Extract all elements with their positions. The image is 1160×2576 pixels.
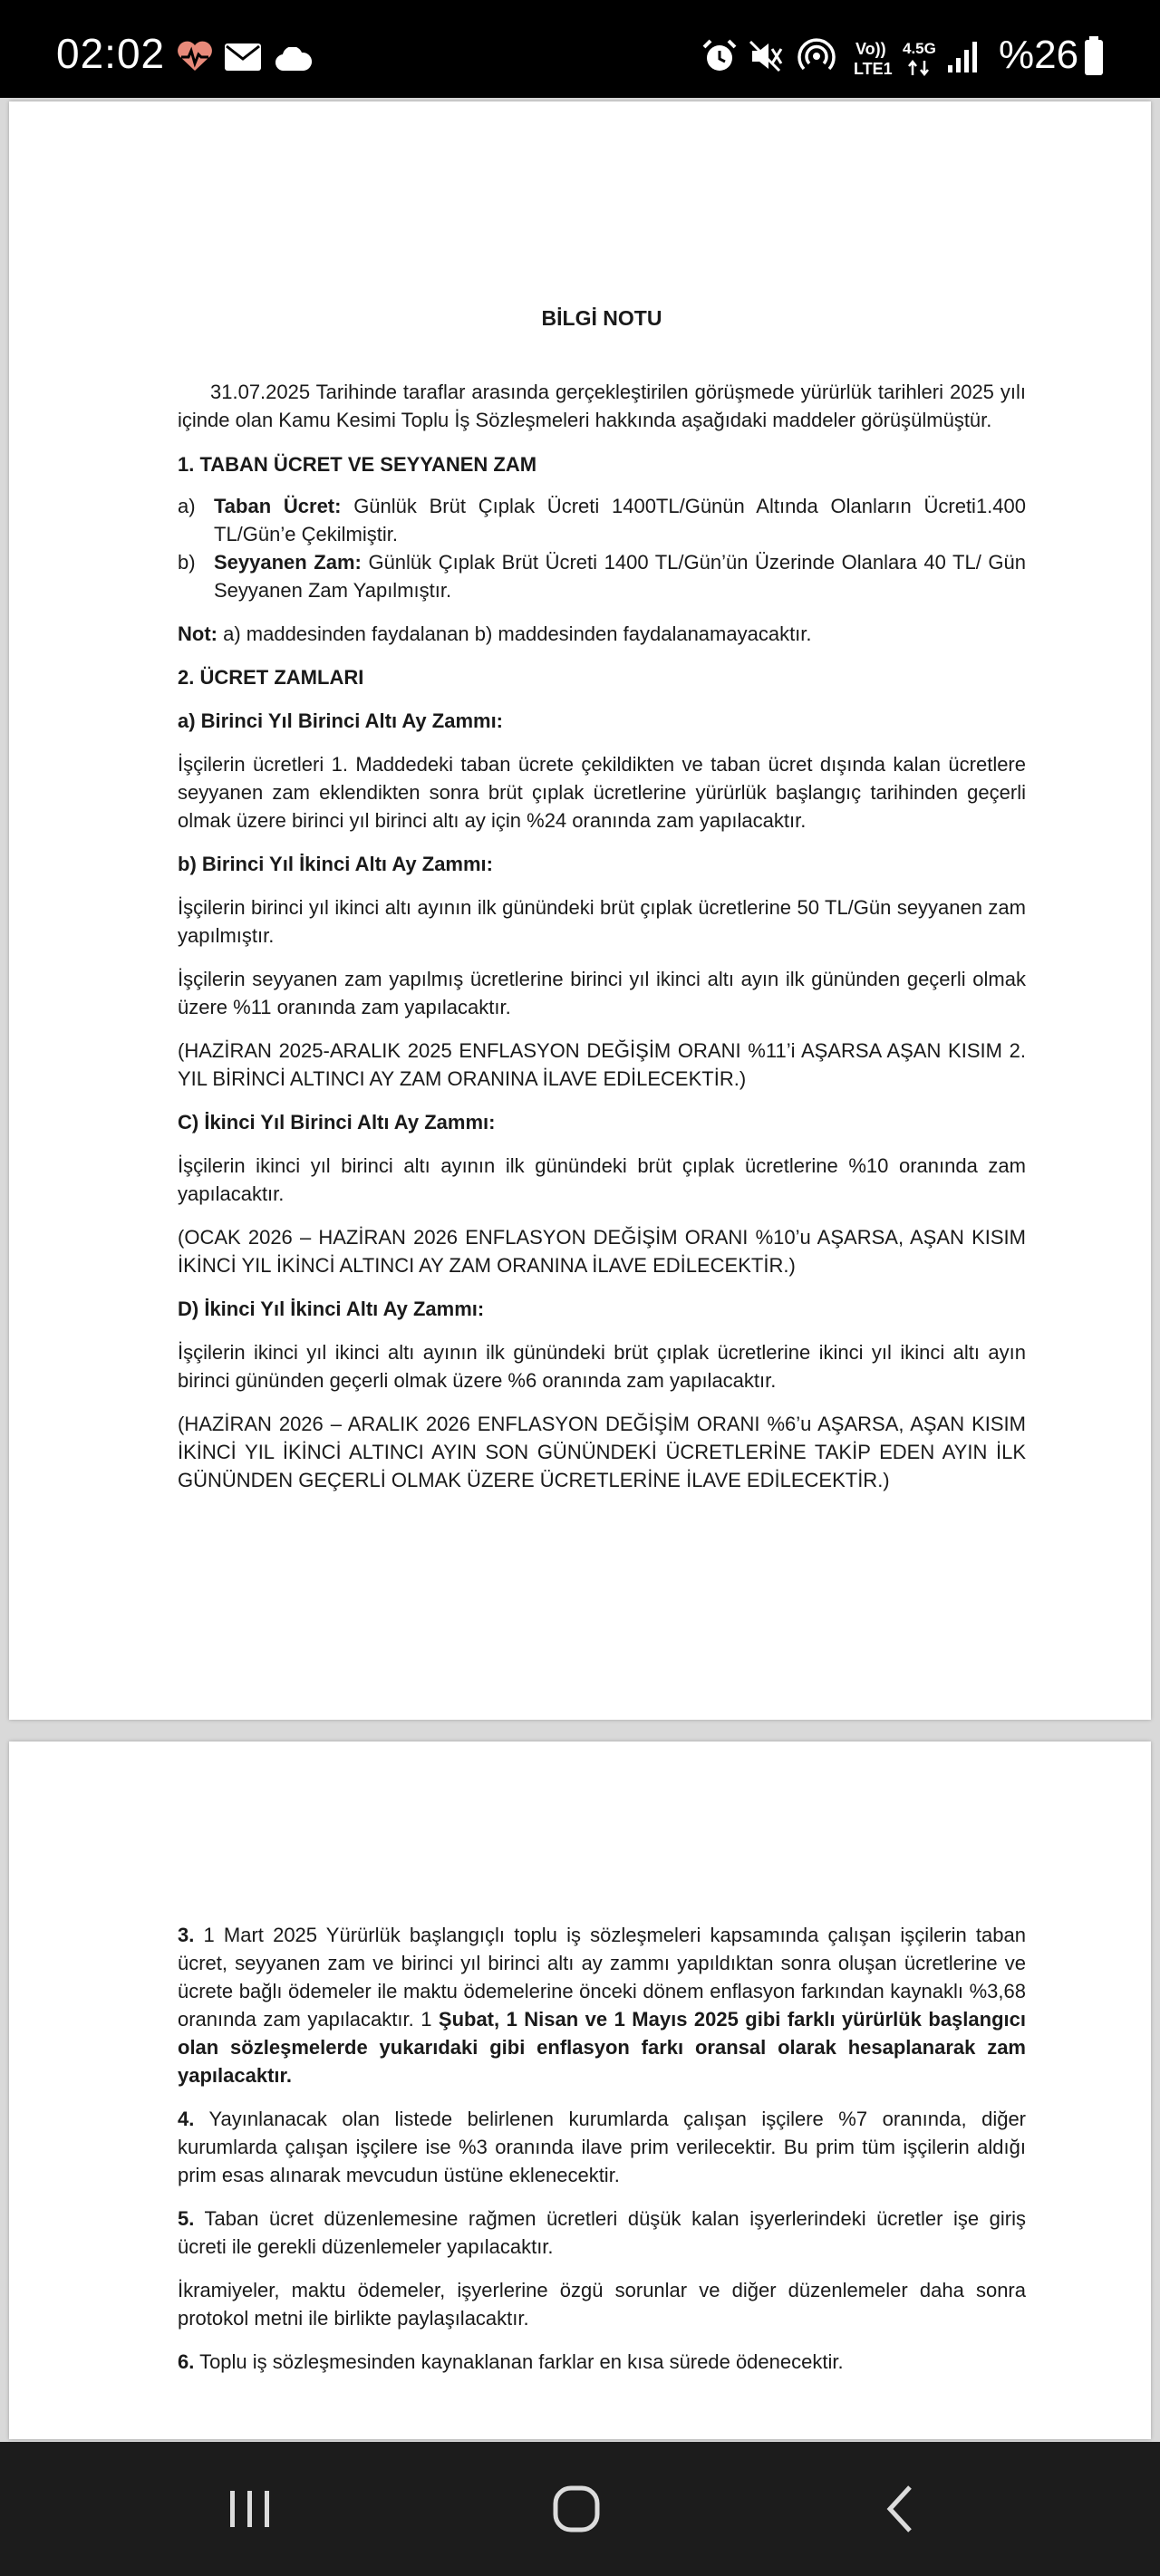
- item3-number: 3.: [178, 1924, 195, 1946]
- recent-apps-icon[interactable]: [214, 2480, 286, 2538]
- subsection-a-text: İşçilerin ücretleri 1. Maddedeki taban ücrete çekildikten ve taban ücret dışında kalan ücretlere seyyanen zam eklendikten sonra brüt çıplak ücretlerine yürürlük başlangıç tarihinden geçerli olmak üzere birinci yıl birinci altı ay için %24 oranında zam yapılacaktır.: [178, 753, 1026, 832]
- volte-label: Vo)): [856, 40, 886, 58]
- intro-paragraph: 31.07.2025 Tarihinde taraflar arasında gerçekleştirilen görüşmede yürürlük tarihleri 2025 yılı içinde olan Kamu Kesimi Toplu İş Sözleşmeleri hakkında aşağıdaki maddeler görüşülmüştür.: [178, 381, 1026, 431]
- item4-number: 4.: [178, 2108, 195, 2130]
- item-b: [178, 548, 1026, 604]
- subsection-c-heading: C) İkinci Yıl Birinci Altı Ay Zammı:: [178, 1111, 496, 1134]
- section2-heading: 2. ÜCRET ZAMLARI: [178, 666, 364, 689]
- alarm-icon: [701, 38, 738, 74]
- document-body-1: [178, 304, 1026, 1494]
- document-page-1[interactable]: [9, 101, 1151, 1720]
- subsection-c-text1: İşçilerin ikinci yıl birinci altı ayının ilk günündeki brüt çıplak ücretlerine %10 oranında zam yapılacaktır.: [178, 1154, 1026, 1205]
- signal-icon: [948, 40, 979, 74]
- navigation-bar: [0, 2442, 1160, 2576]
- item5-paragraph: [178, 2205, 1026, 2261]
- section1-heading: 1. TABAN ÜCRET VE SEYYANEN ZAM: [178, 453, 537, 476]
- document-page-2[interactable]: [9, 1741, 1151, 2439]
- item3-paragraph: [178, 1921, 1026, 2089]
- home-icon[interactable]: [540, 2480, 613, 2538]
- item-b-text: Günlük Çıplak Brüt Ücreti 1400 TL/Gün’ün Üzerinde Olanlara 40 TL/ Gün Seyyanen Zam Yapılmıştır.: [214, 551, 1026, 602]
- subsection-b-text2: İşçilerin seyyanen zam yapılmış ücretlerine birinci yıl ikinci altı ayın ilk gününden geçerli olmak üzere %11 oranında zam yapılacaktır.: [178, 968, 1026, 1018]
- item6-paragraph: [178, 2348, 1026, 2376]
- back-icon[interactable]: [866, 2480, 939, 2538]
- item-b-label: Seyyanen Zam:: [214, 551, 362, 574]
- cloud-icon: [276, 47, 312, 71]
- item-a: [178, 492, 1026, 548]
- heart-monitor-icon: [176, 40, 214, 72]
- status-bar: [0, 0, 1160, 98]
- item5-text: Taban ücret düzenlemesine rağmen ücretleri düşük kalan işyerlerindeki ücretler işe giriş ücreti ile gerekli düzenlemeler yapılacaktır.: [178, 2207, 1026, 2258]
- lte-label: LTE1: [854, 60, 893, 78]
- item6-text: Toplu iş sözleşmesinden kaynaklanan farklar en kısa sürede ödenecektir.: [194, 2350, 844, 2373]
- item4-text: Yayınlanacak olan listede belirlenen kurumlarda çalışan işçilere %7 oranında, diğer kurumlarda çalışan işçilere ise %3 oranında ilave prim verilecektir. Bu prim tüm işçilerin aldığı prim esas alınarak mevcudun üstüne eklenecektir.: [178, 2108, 1026, 2186]
- item6-number: 6.: [178, 2350, 195, 2373]
- hotspot-icon: [798, 38, 836, 74]
- note-paragraph: [178, 620, 1026, 648]
- mail-icon: [225, 43, 261, 71]
- note-label: Not:: [178, 622, 218, 645]
- subsection-d-heading: D) İkinci Yıl İkinci Altı Ay Zammı:: [178, 1298, 485, 1320]
- item-a-text: Günlük Brüt Çıplak Ücreti 1400TL/Günün Altında Olanların Ücreti1.400 TL/Gün’e Çekilmiştir.: [214, 495, 1027, 545]
- subsection-b-text1: İşçilerin birinci yıl ikinci altı ayının ilk günündeki brüt çıplak ücretlerine 50 TL/Gün seyyanen zam yapılmıştır.: [178, 896, 1026, 947]
- status-time: 02:02: [56, 30, 166, 77]
- mute-icon: [749, 40, 785, 72]
- item3-bold-text: Şubat, 1 Nisan ve 1 Mayıs 2025 gibi farklı yürürlük başlangıcı olan sözleşmelerde yukarıdaki gibi enflasyon farkı oransal olarak hesaplanarak zam yapılacaktır.: [178, 2008, 1026, 2087]
- item5b-paragraph: İkramiyeler, maktu ödemeler, işyerlerine özgü sorunlar ve diğer düzenlemeler daha sonra protokol metni ile birlikte paylaşılacaktır.: [178, 2279, 1026, 2330]
- subsection-a-heading: a) Birinci Yıl Birinci Altı Ay Zammı:: [178, 709, 504, 732]
- battery-percent: %26: [999, 33, 1079, 77]
- item-a-marker: a): [178, 495, 196, 517]
- item4-paragraph: [178, 2105, 1026, 2189]
- data-arrows-icon: [906, 60, 932, 76]
- subsection-b-text3: (HAZİRAN 2025-ARALIK 2025 ENFLASYON DEĞİŞİM ORANI %11’i AŞARSA AŞAN KISIM 2. YIL BİRİNCİ ALTINCI AY ZAM ORANINA İLAVE EDİLECEKTİR.): [178, 1039, 1026, 1090]
- subsection-b-heading: b) Birinci Yıl İkinci Altı Ay Zammı:: [178, 853, 493, 875]
- subsection-d-text1: İşçilerin ikinci yıl ikinci altı ayının ilk günündeki brüt çıplak ücretlerine ikinci yıl ikinci altı ayın birinci gününden geçerli olmak üzere %6 oranında zam yapılacaktır.: [178, 1341, 1026, 1392]
- battery-icon: [1084, 36, 1104, 76]
- item-a-label: Taban Ücret:: [214, 495, 342, 517]
- network-type-label: 4.5G: [903, 40, 936, 57]
- note-text: a) maddesinden faydalanan b) maddesinden faydalanamayacaktır.: [217, 622, 812, 645]
- subsection-c-text2: (OCAK 2026 – HAZİRAN 2026 ENFLASYON DEĞİŞİM ORANI %10’u AŞARSA, AŞAN KISIM İKİNCİ YIL İKİNCİ ALTINCI AY ZAM ORANINA İLAVE EDİLECEKTİR.): [178, 1226, 1026, 1277]
- item-b-marker: b): [178, 551, 196, 574]
- document-body-2: [178, 1921, 1026, 2376]
- document-title: BİLGİ NOTU: [541, 306, 662, 330]
- item3-text: 1 Mart 2025 Yürürlük başlangıçlı toplu iş sözleşmeleri kapsamında çalışan işçilerin taban ücret, seyyanen zam ve birinci yıl birinci altı ay zammı yapıldıktan sonra oluşan ücretlerine ve ücrete bağlı ödemeler ile maktu ödemelerine önceki dönem enflasyon farkından kaynaklı %3,68 oranında zam yapılacaktır. 1: [178, 1924, 1026, 2031]
- subsection-d-text2: (HAZİRAN 2026 – ARALIK 2026 ENFLASYON DEĞİŞİM ORANI %6’u AŞARSA, AŞAN KISIM İKİNCİ YIL İKİNCİ ALTINCI AYIN SON GÜNÜNDEKİ ÜCRETLERİNE TAKİP EDEN AYIN İLK GÜNÜNDEN GEÇERLİ OLMAK ÜZERE ÜCRETLERİNE İLAVE EDİLECEKTİR.): [178, 1413, 1026, 1491]
- item5-number: 5.: [178, 2207, 195, 2230]
